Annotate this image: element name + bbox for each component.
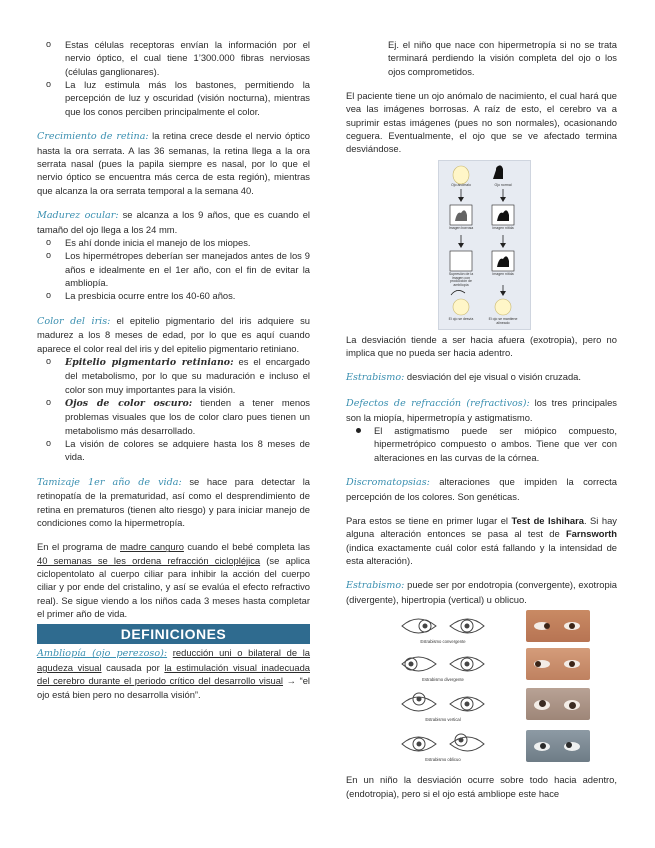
color-bullets [37,355,310,464]
defectos-bullets [346,424,617,464]
patient-photo [526,730,590,762]
list-item: o Estas células receptoras envían la información por el nervio óptico, el cual tiene 1’300.000 fibras nerviosas (células ganglionares). [37,38,310,78]
list-item: El astigmatismo puede ser miópico compuesto, hipermetrópico compuesto o ambos. Tiene que ver con alteraciones en las curvas de la córnea. [346,424,617,464]
list-item: o Los hipermétropes deberían ser manejados antes de los 9 años e idealmente en el 1er año, con el fin de evitar la ambliopía. [37,249,310,289]
term: Estrabismo: [346,580,405,592]
eyes-divergent-icon [398,650,488,678]
desviacion-paragraph: La desviación tiende a ser hacia afuera (exotropia), pero no implica que no pueda ser hacia adentro. [346,333,617,359]
eyes-oblique-icon [398,730,488,758]
term: Ambliopía (ojo perezoso): [37,648,168,660]
label-ojo-normal: Ojo normal [494,182,512,187]
estrabismo-figure [384,610,624,770]
patient-photo [526,610,590,642]
patient-photo [526,688,590,720]
eyes-vertical-icon [398,690,488,718]
list-item: o La visión de colores se adquiere hasta los 8 meses de vida. [37,437,310,464]
term: Defectos de refracción (refractivos): [346,398,530,410]
ishihara-paragraph: Para estos se tiene en primer lugar el Test de Ishihara. Si hay alguna alteración entonces se pasa al test de Farnsworth (indica exactamente cuál color está fallando y la intensidad de esta alteración). [346,514,617,567]
label-ojo-desvia: El ojo se desvía [448,316,474,321]
ambliopia-diagram [438,160,531,330]
arrow-down-icon [500,197,506,202]
list-item: o La presbicia ocurre entre los 40-60 años. [37,289,310,302]
label-supresion: Supresión de la imagen con producción de ambliopía [448,271,474,288]
term: Tamizaje 1er año de vida: [37,476,182,488]
crecimiento-paragraph: Crecimiento de retina: la retina crece desde el nervio óptico hasta la ora serrata. A las 36 semanas, la retina llega a la ora serrata nasal (pues la papila siempre es nasal, por lo que el nervio óptico se encuentra más cerca de esta región), mientras que alcanza la ora serrata temporal a la semana 40. [37,130,311,196]
madurez-paragraph: Madurez ocular: se alcanza a los 9 años, que es cuando el tamaño del ojo llega a los 24 mm. [37,209,310,235]
paciente-paragraph: El paciente tiene un ojo anómalo de nacimiento, el cual hará que vea las imágenes borrosas. A raíz de esto, el cerebro va a suprimir estas imágenes (pues no son normales), ocasionando ceguera. Eventualmente, el ojo que se ve afectado termina desviándose. [346,90,617,155]
definiciones-heading: DEFINICIONES [37,624,310,644]
term: Madurez ocular: [37,210,119,222]
color-iris-paragraph: Color del iris: el epitelio pigmentario del iris adquiere su madurez a los 8 meses de edad, por lo que es aquí cuando aparece el color real del iris y del epitelio pigmentario retiniano. [37,314,310,354]
list-item: o La luz estimula más los bastones, permitiendo la percepción de luz y oscuridad (visión nocturna), mientras que los conos perciben principalmente el color. [37,78,310,118]
label-ojo-anomalo: Ojo anómalo [451,182,471,187]
ambliopia-paragraph: Ambliopía (ojo perezoso): reducción uni o bilateral de la agudeza visual causada por la estimulación visual inadecuada del cerebro durante el periodo crítico del desarrollo visual → “el ojo está bien pero no desarrolla visión”. [37,647,311,700]
eye-icon [495,299,511,315]
eye-icon [453,299,469,315]
label-imagen-nitida-2: Imagen nítida [492,271,514,276]
estrabismo-tipos-paragraph: Estrabismo: puede ser por endotropia (convergente), exotropia (divergente), hipertropia (vertical) u oblicuo. [346,579,617,605]
term: Discromatopsias: [346,477,430,489]
list-item: o Ojos de color oscuro: tienden a tener menos problemas visuales que los de color claro pues tienen un metabolismo más desarrollado. [37,396,310,437]
retina-bullets [37,38,310,118]
discromatopsias-paragraph: Discromatopsias: alteraciones que impiden la correcta percepción de los colores. Son genéticas. [346,476,617,502]
caption-vertical: Estrabismo vertical [425,717,461,723]
curved-arrow-icon [451,290,465,295]
caption-oblicuo: Estrabismo oblicuo [425,757,461,763]
list-item: o Es ahí donde inicia el manejo de los miopes. [37,236,310,249]
caption-divergente: Estrabismo divergente [422,677,464,683]
label-imagen-borrosa: Imagen borrosa [448,225,474,230]
list-item: o Epitelio pigmentario retiniano: es el encargado del metabolismo, por lo que su maduración e incluso el color son muy importantes para la visión. [37,355,310,396]
left-column [37,38,310,701]
madurez-bullets [37,236,310,303]
term: Estrabismo: [346,372,405,384]
caption-convergente: Estrabismo convergente [420,639,466,645]
right-column [346,38,617,800]
defectos-paragraph: Defectos de refracción (refractivos): los tres principales son la miopía, hipermetropía y astigmatismo. [346,397,617,423]
image-box [450,251,472,271]
term: Crecimiento de retina: [37,131,149,143]
eye-icon [453,166,469,184]
estrabismo-def-paragraph: Estrabismo: desviación del eje visual o visión cruzada. [346,371,581,384]
label-ojo-alineado: El ojo se mantiene alineado [488,316,518,325]
ejemplo-paragraph: Ej. el niño que nace con hipermetropía si no se trata terminará perdiendo la visión completa del ojo o los ojos comprometidos. [388,39,617,77]
arrow-down-icon [458,197,464,202]
nino-paragraph: En un niño la desviación ocurre sobre todo hacia adentro, (endotropia), pero si el ojo está ambliope este hace [346,774,617,799]
eyes-convergent-icon [398,612,488,640]
canguro-paragraph: En el programa de madre canguro cuando el bebé completa las 40 semanas se les ordena refracción ciclopléjica (se aplica ciclopentolato al cuerpo ciliar para inhibir la acción del cuerpo ciliar y por ende del cristalino, y así se evalúa el efecto refractivo real). Se sigue viendo a los niños cada 3 meses hasta completar el primer año de vida. [37,541,311,620]
arrow-down-icon [500,291,506,296]
arrow-down-icon [458,243,464,248]
term: Color del iris: [37,315,111,327]
patient-photo [526,648,590,680]
label-imagen-nitida: Imagen nítida [492,225,514,230]
tamizaje-paragraph: Tamizaje 1er año de vida: se hace para detectar la retinopatía de la prematuridad, así como el desprendimiento de retina en prematuros (tienen alto riesgo) y para iniciar manejo de condiciones como la hipermetropía. [37,475,310,529]
arrow-down-icon [500,243,506,248]
